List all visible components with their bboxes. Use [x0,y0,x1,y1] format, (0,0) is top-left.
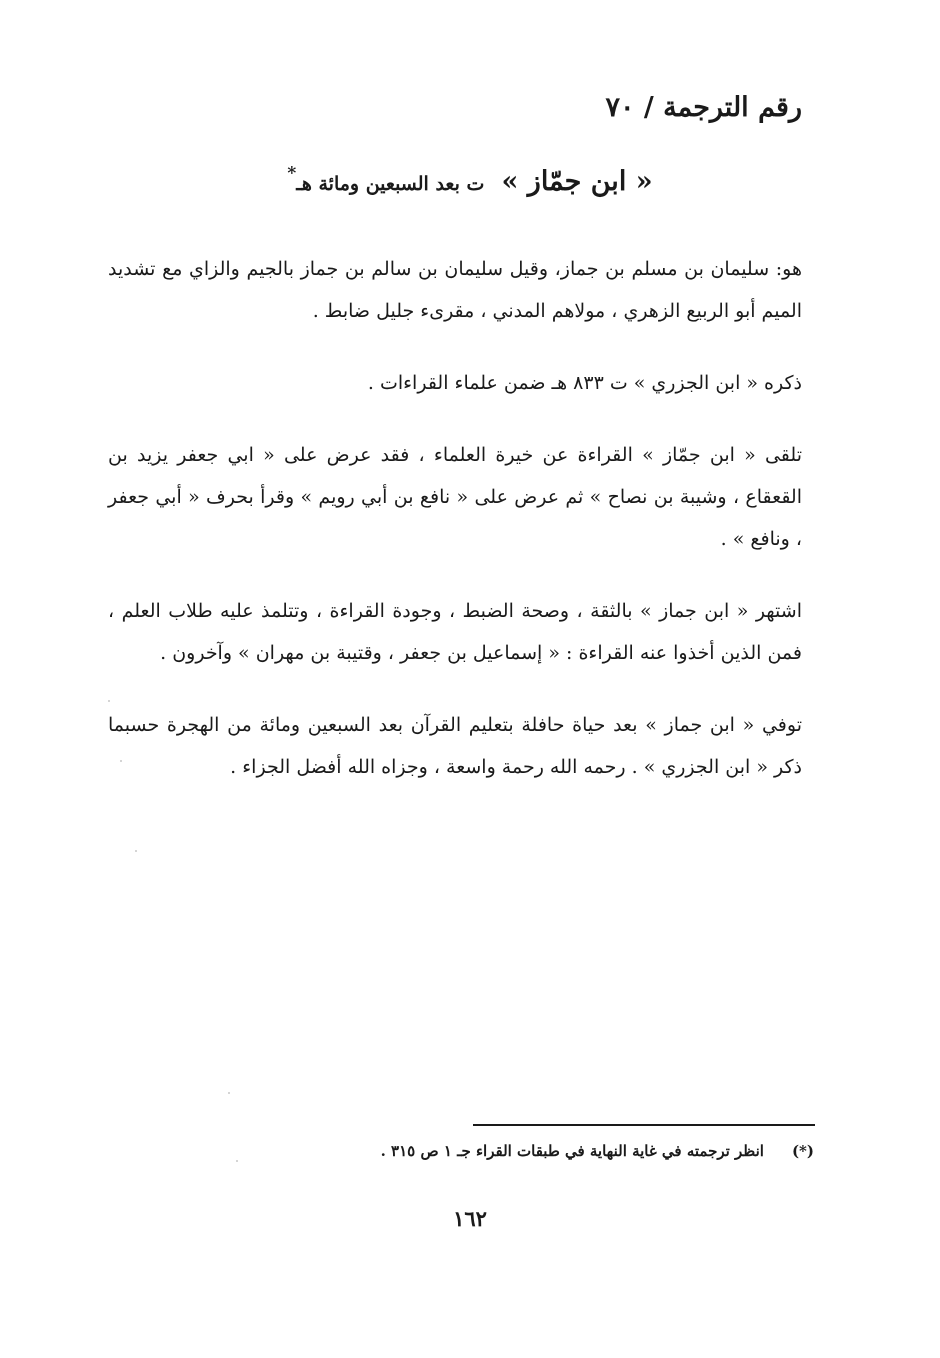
footnote-divider [473,1124,815,1126]
scan-speck [120,760,122,762]
title-name: « ابن جمّاز » [501,166,653,197]
biography-title [0,160,940,198]
title-footnote-mark: * [287,163,297,184]
paragraph-source: ذكره « ابن الجزري » ت ٨٣٣ هـ ضمن علماء القراءات . [367,372,802,394]
scan-speck [135,850,137,852]
paragraph-identity: هو: سليمان بن مسلم بن جماز، وقيل سليمان بن سالم بن جماز بالجيم والزاي مع تشديد الميم أبو الربيع الزهري ، مولاهم المدني ، مقرىء جليل ضابط . [108,258,802,322]
biography-body [108,248,802,818]
footnote-text: انظر ترجمته في غاية النهاية في طبقات القراء جـ ١ ص ٣١٥ . [380,1142,764,1160]
scan-speck [228,1092,230,1094]
paragraph-students: اشتهر « ابن جماز » بالثقة ، وصحة الضبط ، وجودة القراءة ، وتتلمذ عليه طلاب العلم ، فمن الذين أخذوا عنه القراءة : « إسماعيل بن جعفر ، وقتيبة بن مهران » وآخرون . [108,600,802,664]
entry-number-heading: رقم الترجمة / ٧٠ [605,92,802,123]
scan-speck [108,700,110,702]
paragraph-teachers: تلقى « ابن جمّاز » القراءة عن خيرة العلماء ، فقد عرض على « ابي جعفر يزيد بن القعقاع ، وشيبة بن نصاح » ثم عرض على « نافع بن أبي رويم » وقرأ بحرف « أبي جعفر ، ونافع » . [108,444,802,550]
title-death-date: ت بعد السبعين ومائة هـ [296,173,485,195]
scan-speck [236,1160,238,1162]
paragraph-death: توفي « ابن جماز » بعد حياة حافلة بتعليم القرآن بعد السبعين ومائة من الهجرة حسبما ذكر « ابن الجزري » . رحمه الله رحمة واسعة ، وجزاه الله أفضل الجزاء . [108,714,802,778]
page-number: ١٦٢ [453,1206,487,1231]
footnote [381,1142,814,1160]
footnote-marker: (*) [791,1142,814,1160]
